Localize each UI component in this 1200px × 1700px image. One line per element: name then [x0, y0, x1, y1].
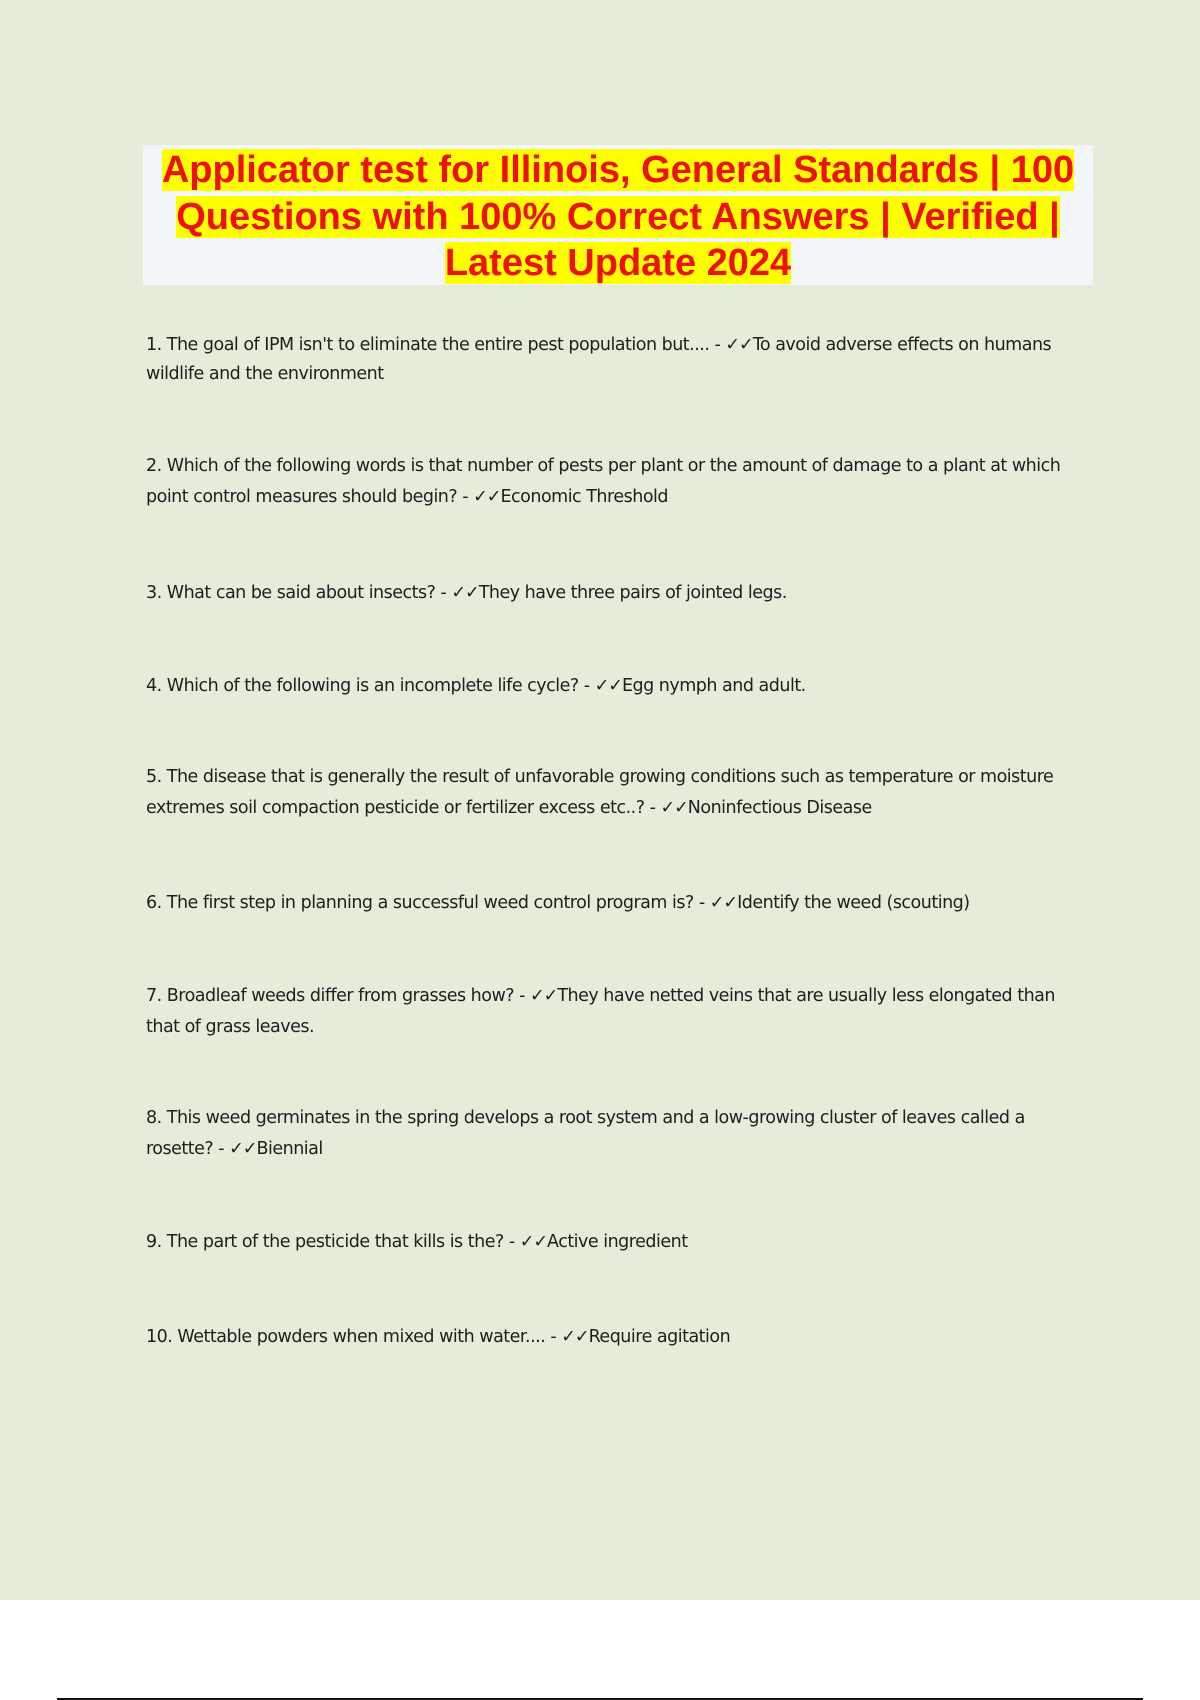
qa-number: 3.	[146, 583, 162, 603]
qa-answer: They have netted veins that are usually less elongated than that of grass leaves.	[146, 986, 1055, 1037]
double-check-icon: ✓✓	[451, 583, 479, 603]
qa-number: 2.	[146, 456, 162, 476]
qa-question: Which of the following words is that number of pests per plant or the amount of damage to a plant at which point control measures should begin?	[146, 456, 1061, 507]
qa-question: Which of the following is an incomplete life cycle?	[166, 676, 579, 696]
qa-answer: Economic Threshold	[500, 487, 668, 507]
qa-question: The part of the pesticide that kills is the?	[166, 1232, 504, 1252]
qa-answer: Noninfectious Disease	[687, 798, 872, 818]
title-highlight: Applicator test for Illinois, General Standards | 100 Questions with 100% Correct Answers | Verified | Latest Update 2024	[161, 149, 1075, 284]
qa-number: 8.	[146, 1108, 162, 1128]
qa-item-2: 2. Which of the following words is that number of pests per plant or the amount of damage to a plant at which point control measures should begin? - ✓✓Economic Threshold	[146, 456, 1061, 507]
qa-item-3: 3. What can be said about insects? - ✓✓They have three pairs of jointed legs.	[146, 583, 787, 603]
qa-question: The first step in planning a successful weed control program is?	[166, 893, 694, 913]
document-title	[143, 147, 1093, 287]
qa-answer: Egg nymph and adult.	[621, 676, 806, 696]
qa-item-10: 10. Wettable powders when mixed with water.... - ✓✓Require agitation	[146, 1327, 731, 1347]
qa-number: 10.	[146, 1327, 173, 1347]
double-check-icon: ✓✓	[473, 487, 501, 507]
qa-number: 7.	[146, 986, 162, 1006]
qa-answer: Require agitation	[588, 1327, 731, 1347]
qa-answer: Identify the weed (scouting)	[737, 893, 970, 913]
qa-question: The disease that is generally the result of unfavorable growing conditions such as temperature or moisture extremes soil compaction pesticide or fertilizer excess etc..?	[146, 767, 1054, 818]
qa-answer: Active ingredient	[547, 1232, 688, 1252]
double-check-icon: ✓✓	[660, 798, 688, 818]
qa-number: 9.	[146, 1232, 162, 1252]
qa-number: 5.	[146, 767, 162, 787]
qa-item-7: 7. Broadleaf weeds differ from grasses how? - ✓✓They have netted veins that are usually less elongated than that of grass leaves.	[146, 986, 1055, 1037]
qa-item-5: 5. The disease that is generally the result of unfavorable growing conditions such as temperature or moisture extremes soil compaction pesticide or fertilizer excess etc..? - ✓✓Noninfectious Disease	[146, 767, 1054, 818]
qa-answer: They have three pairs of jointed legs.	[478, 583, 787, 603]
qa-item-8: 8. This weed germinates in the spring develops a root system and a low-growing cluster of leaves called a rosette? - ✓✓Biennial	[146, 1108, 1025, 1159]
qa-item-1: 1. The goal of IPM isn't to eliminate the entire pest population but.... - ✓✓To avoid adverse effects on humans wildlife and the environment	[146, 335, 1052, 384]
qa-number: 4.	[146, 676, 162, 696]
qa-question: This weed germinates in the spring develops a root system and a low-growing cluster of leaves called a rosette?	[146, 1108, 1025, 1159]
qa-question: What can be said about insects?	[166, 583, 436, 603]
double-check-icon: ✓✓	[519, 1232, 548, 1252]
double-check-icon: ✓✓	[561, 1327, 589, 1347]
qa-answer: To avoid adverse effects on humans wildlife and the environment	[146, 335, 1052, 384]
double-check-icon: ✓✓	[709, 893, 738, 913]
qa-question: Broadleaf weeds differ from grasses how?	[166, 986, 515, 1006]
qa-number: 1.	[146, 335, 162, 355]
qa-item-6: 6. The first step in planning a successful weed control program is? - ✓✓Identify the weed (scouting)	[146, 893, 970, 913]
double-check-icon: ✓✓	[594, 676, 622, 696]
qa-answer: Biennial	[256, 1139, 323, 1159]
qa-question: Wettable powders when mixed with water....	[177, 1327, 546, 1347]
double-check-icon: ✓✓	[229, 1139, 257, 1159]
title-banner	[143, 145, 1093, 285]
double-check-icon: ✓✓	[530, 986, 558, 1006]
qa-item-9: 9. The part of the pesticide that kills is the? - ✓✓Active ingredient	[146, 1232, 688, 1252]
qa-question: The goal of IPM isn't to eliminate the entire pest population but....	[166, 335, 710, 355]
double-check-icon: ✓✓	[725, 335, 753, 355]
qa-item-4: 4. Which of the following is an incomplete life cycle? - ✓✓Egg nymph and adult.	[146, 676, 806, 696]
qa-number: 6.	[146, 893, 162, 913]
